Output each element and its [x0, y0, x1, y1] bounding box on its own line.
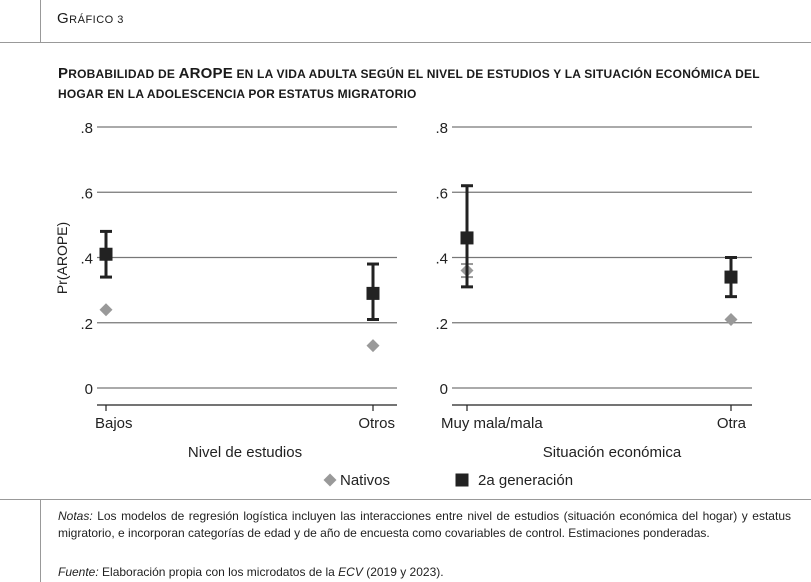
- nativos-point: [367, 339, 380, 352]
- chart-source: [58, 565, 444, 579]
- y-tick-label: .4: [435, 250, 448, 268]
- y-tick-label: .2: [435, 315, 448, 333]
- x-tick-label: Otra: [716, 415, 746, 432]
- figure-label-initial: G: [57, 10, 70, 27]
- header-divider-horizontal: [0, 42, 811, 43]
- chart-title: [58, 64, 806, 104]
- chart: [0, 110, 811, 495]
- source-text-after: (2019 y 2023).: [362, 565, 444, 579]
- figure-label-rest: RÁFICO 3: [69, 14, 124, 26]
- segunda-generacion-point: [725, 271, 738, 284]
- y-tick-label: 0: [439, 381, 448, 398]
- figure-label: [57, 10, 124, 27]
- footer-divider-horizontal: [0, 499, 811, 500]
- source-label: Fuente:: [58, 565, 99, 579]
- x-axis-title: Situación económica: [542, 444, 682, 461]
- x-tick-label: Bajos: [95, 415, 133, 432]
- y-tick-label: 0: [84, 381, 93, 398]
- title-part: EN LA VIDA ADULTA SEGÚN EL NIVEL DE ESTUDIOS Y LA SITUACIÓN ECONÓMICA DEL HOGAR EN LA ADOLESCENCIA POR ESTATUS MIGRATORIO: [58, 67, 760, 101]
- y-tick-label: .6: [435, 185, 448, 203]
- y-tick-label: .2: [80, 315, 93, 333]
- legend-nativos-marker: [324, 474, 337, 487]
- y-axis-title: Pr(AROPE): [54, 221, 70, 295]
- y-tick-label: .8: [80, 120, 93, 137]
- nativos-point: [100, 303, 113, 316]
- footer-divider-vertical: [40, 499, 41, 582]
- notes-label: Notas:: [58, 509, 93, 523]
- segunda-generacion-point: [461, 231, 474, 244]
- legend-segunda-marker: [456, 474, 469, 487]
- title-part: AROPE: [178, 65, 233, 82]
- segunda-generacion-point: [367, 287, 380, 300]
- notes-text: Los modelos de regresión logística incluyen las interacciones entre nivel de estudios (situación económica del hogar) y estatus migratorio, e incorporan categorías de edad y de año de encuesta como covariables de control. Estimaciones ponderadas.: [58, 509, 791, 540]
- segunda-generacion-point: [100, 248, 113, 261]
- source-text-before: Elaboración propia con los microdatos de la: [98, 565, 339, 579]
- y-tick-label: .6: [80, 185, 93, 203]
- y-tick-label: .4: [80, 250, 93, 268]
- legend-nativos-label: Nativos: [340, 472, 391, 489]
- legend-segunda-label: 2a generación: [478, 472, 574, 489]
- title-part: ROBABILIDAD DE: [68, 67, 179, 81]
- nativos-point: [725, 313, 738, 326]
- y-tick-label: .8: [435, 120, 448, 137]
- x-tick-label: Otros: [358, 415, 395, 432]
- chart-notes: [58, 508, 791, 541]
- header-divider-vertical: [40, 0, 41, 42]
- x-axis-title: Nivel de estudios: [187, 444, 303, 461]
- source-dataset: ECV: [338, 565, 363, 579]
- title-part: P: [58, 65, 69, 82]
- x-tick-label: Muy mala/mala: [441, 415, 543, 432]
